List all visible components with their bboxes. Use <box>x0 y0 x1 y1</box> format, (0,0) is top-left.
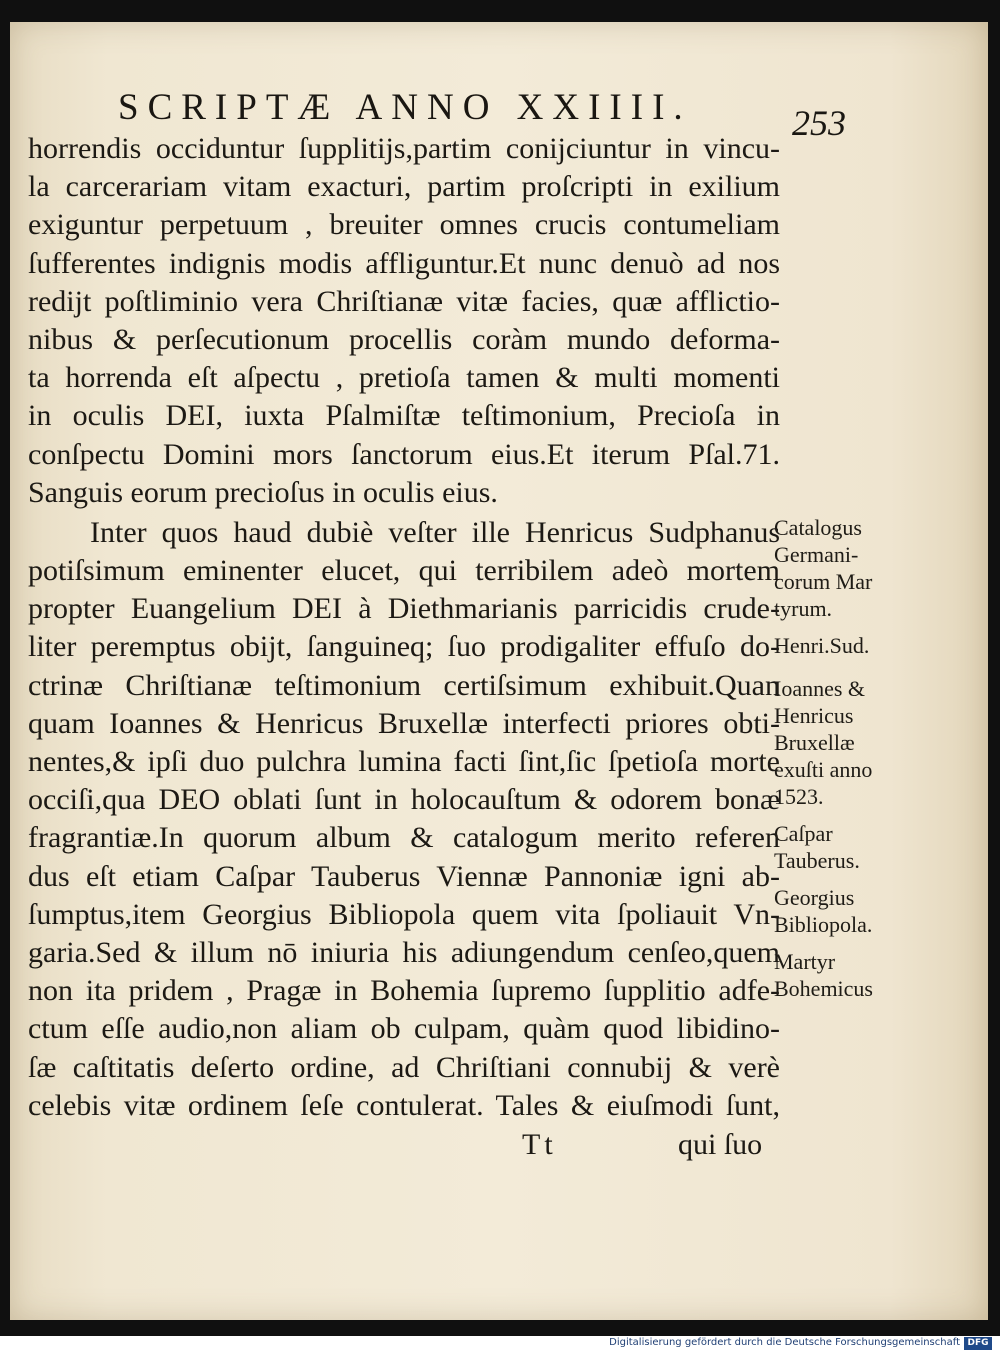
text-line: propter Euangelium DEI à Diethmarianis parricidis crude- <box>28 592 780 626</box>
margin-note-line: Georgius <box>774 885 855 910</box>
margin-note <box>774 675 924 810</box>
footer-bar <box>0 1336 1000 1352</box>
margin-note-line: Germani- <box>774 542 859 567</box>
margin-note <box>774 820 924 874</box>
text-line: exiguntur perpetuum , breuiter omnes crucis contumeliam <box>28 208 780 242</box>
margin-note <box>774 884 924 938</box>
text-line: redijt poſtliminio vera Chriſtianæ vitæ facies, quæ afflictio- <box>28 284 780 318</box>
margin-note-line: corum Mar <box>774 569 873 594</box>
body-text <box>28 130 780 1125</box>
signature-mark: Tt <box>522 1128 557 1161</box>
margin-note-line: Tauberus. <box>774 848 860 873</box>
text-line: conſpectu Domini mors ſanctorum eius.Et iterum Pſal.71. <box>28 437 780 471</box>
margin-note-line: Bohemicus <box>774 976 873 1001</box>
margin-note <box>774 948 924 1002</box>
margin-note-line: exuſti anno <box>774 757 873 782</box>
text-line: ſæ caſtitatis deſerto ordine, ad Chriſtiani connubij & verè <box>28 1050 780 1084</box>
catchword: qui ſuo <box>678 1128 763 1161</box>
dfg-logo: DFG <box>964 1337 992 1350</box>
margin-note-line: 1523. <box>774 784 824 809</box>
margin-note-line: Henri.Sud. <box>774 633 870 658</box>
text-line: non ita pridem , Pragæ in Bohemia ſupremo ſupplitio adfe- <box>28 974 780 1008</box>
margin-note-line: Martyr <box>774 949 836 974</box>
margin-note-line: Bibliopola. <box>774 912 873 937</box>
text-line: dus eſt etiam Caſpar Tauberus Viennæ Pannoniæ igni ab- <box>28 859 780 893</box>
text-line: horrendis occiduntur ſupplitijs,partim conijciuntur in vincu- <box>28 132 780 165</box>
text-line: in oculis DEI, iuxta Pſalmiſtæ teſtimonium, Precioſa in <box>28 399 780 433</box>
text-line: potiſsimum eminenter elucet, qui terribilem adeò mortem <box>28 554 780 588</box>
margin-note <box>774 514 924 622</box>
page-number: 253 <box>792 103 846 143</box>
margin-note-line: Bruxellæ <box>774 730 855 755</box>
text-line: ta horrenda eſt aſpectu , pretioſa tamen & multi momenti <box>28 361 780 395</box>
margin-note-line: Catalogus <box>774 515 862 540</box>
text-line: fragrantiæ.In quorum album & catalogum merito referen <box>28 821 780 855</box>
text-line: nibus & perſecutionum procellis coràm mundo deforma- <box>28 322 780 356</box>
running-title: SCRIPTÆ ANNO XXIIII. <box>118 87 692 128</box>
margin-note-line: tyrum. <box>774 596 833 621</box>
text-line: la carcerariam vitam exacturi, partim proſcripti in exilium <box>28 170 780 204</box>
text-line: occiſi,qua DEO oblati ſunt in holocauſtum & odorem bonæ <box>28 783 780 817</box>
text-line: celebis vitæ ordinem ſeſe contulerat. Tales & eiuſmodi ſunt, <box>28 1088 780 1122</box>
margin-note <box>774 632 924 659</box>
margin-note-line: Ioannes & <box>774 676 866 701</box>
paragraph-start-line: Inter quos haud dubiè veſter ille Henricus Sudphanus <box>90 515 780 549</box>
text-line: Sanguis eorum precioſus in oculis eius. <box>28 475 498 509</box>
text-line: ſumptus,item Georgius Bibliopola quem vita ſpoliauit Vn- <box>28 897 780 931</box>
text-line: quam Ioannes & Henricus Bruxellæ interfecti priores obti- <box>28 706 780 740</box>
text-line: garia.Sed & illum nō iniuria his adiungendum cenſeo,quem <box>28 935 780 969</box>
text-line: ſufferentes indignis modis affliguntur.Et nunc denuò ad nos <box>28 246 780 280</box>
text-line: ctum eſſe audio,non aliam ob culpam, quàm quod libidino- <box>28 1012 780 1046</box>
funding-credit: Digitalisierung gefördert durch die Deutsche Forschungsgemeinschaft <box>609 1337 960 1348</box>
margin-note-line: Caſpar <box>774 821 833 846</box>
text-line: liter peremptus obijt, ſanguineq; ſuo prodigaliter effuſo do- <box>28 630 780 664</box>
margin-notes <box>774 514 924 1012</box>
text-line: ctrinæ Chriſtianæ teſtimonium certiſsimum exhibuit.Quan <box>28 668 780 702</box>
text-line: nentes,& ipſi duo pulchra lumina facti ſint,ſic ſpetioſa morte <box>28 745 780 778</box>
book-page <box>10 22 988 1320</box>
margin-note-line: Henricus <box>774 703 854 728</box>
